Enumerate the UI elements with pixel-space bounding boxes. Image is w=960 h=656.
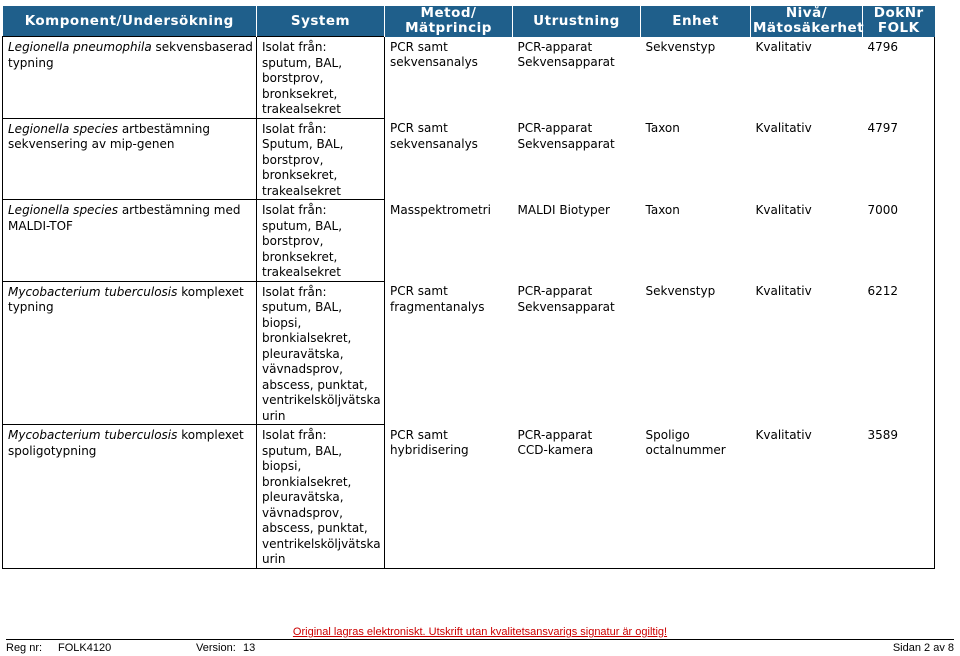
cell-system <box>257 425 385 569</box>
komponent-organism: Mycobacterium tuberculosis <box>8 284 178 299</box>
utrustning-line: Sekvensapparat <box>517 55 615 69</box>
reg-nr-value: FOLK4120 <box>58 642 112 654</box>
analysis-table <box>2 6 935 569</box>
header-doknr-line1: DokNr <box>873 5 924 22</box>
header-niva-line1: Nivå/ <box>785 5 828 22</box>
system-line: sputum, BAL, <box>262 218 343 233</box>
system-line: ventrikelsköljvätska <box>262 536 381 551</box>
cell-metod: Masspektrometri <box>390 202 491 217</box>
cell-niva: Kvalitativ <box>755 121 812 135</box>
system-line: Isolat från: <box>262 428 327 442</box>
system-line: biopsi, <box>262 315 302 330</box>
system-line: Isolat från: <box>262 203 327 217</box>
system-line: abscess, punktat, <box>262 377 368 392</box>
cell-komponent <box>3 281 257 425</box>
system-line: bronksekret, <box>262 86 338 101</box>
system-line: sputum, BAL, <box>262 300 343 314</box>
cell-komponent <box>3 118 257 200</box>
komponent-organism: Legionella pneumophila <box>8 40 152 54</box>
cell-enhet: Taxon <box>645 121 680 135</box>
system-line: vävnadsprov, <box>262 505 343 520</box>
komponent-text: komplexet spoligotypning <box>8 428 244 458</box>
cell-komponent <box>3 425 257 569</box>
table-row <box>3 200 935 282</box>
system-line: trakealsekret <box>262 102 341 116</box>
utrustning-line: PCR-apparat <box>517 284 593 298</box>
system-line: urin <box>262 552 286 566</box>
system-line: trakealsekret <box>262 265 341 279</box>
system-line: ventrikelsköljvätska <box>262 393 381 407</box>
system-line: Isolat från: <box>262 40 327 54</box>
header-metod-line2: Mätprincip <box>405 20 492 37</box>
cell-doknr: 3589 <box>863 425 935 569</box>
cell-enhet: Sekvenstyp <box>645 39 716 54</box>
cell-metod: PCR samt sekvensanalys <box>390 39 478 69</box>
table-row <box>3 37 935 119</box>
header-doknr <box>863 6 935 37</box>
cell-enhet: Taxon <box>645 202 680 217</box>
header-utrustning: Utrustning <box>513 6 641 37</box>
cell-komponent <box>3 37 257 119</box>
system-line: trakealsekret <box>262 183 341 198</box>
system-line: abscess, punktat, <box>262 521 368 535</box>
system-line: bronkialsekret, <box>262 474 352 489</box>
komponent-text: artbestämning med MALDI-TOF <box>8 203 241 233</box>
cell-metod: PCR samt fragmentanalys <box>390 284 485 314</box>
electronic-original-notice: Original lagras elektroniskt. Utskrift utan kvalitetsansvarigs signatur är ogiltig! <box>292 626 668 638</box>
table-row <box>3 425 935 569</box>
table-row <box>3 118 935 200</box>
reg-nr-label: Reg nr: <box>6 642 43 654</box>
cell-system <box>257 200 385 282</box>
cell-enhet: Spoligo octalnummer <box>641 425 751 569</box>
system-line: Isolat från: <box>262 284 327 299</box>
utrustning-line: Sekvensapparat <box>517 136 615 151</box>
table-row <box>3 281 935 425</box>
system-line: pleuravätska, <box>262 490 344 504</box>
cell-niva: Kvalitativ <box>755 39 812 54</box>
header-metod-line1: Metod/ <box>420 5 477 22</box>
cell-system <box>257 118 385 200</box>
cell-metod: PCR samt sekvensanalys <box>390 121 478 151</box>
cell-system <box>257 281 385 425</box>
system-line: bronkialsekret, <box>262 331 352 345</box>
komponent-organism: Mycobacterium tuberculosis <box>8 428 178 442</box>
komponent-organism: Legionella species <box>8 121 119 136</box>
system-line: sputum, BAL, <box>262 443 343 458</box>
cell-utrustning <box>513 281 641 425</box>
system-line: sputum, BAL, <box>262 55 343 70</box>
cell-niva: Kvalitativ <box>755 284 812 298</box>
system-line: biopsi, <box>262 459 302 473</box>
system-line: bronksekret, <box>262 249 338 264</box>
cell-system <box>257 37 385 119</box>
version-label: Version: <box>196 642 236 654</box>
system-line: Sputum, BAL, <box>262 137 344 151</box>
cell-utrustning <box>513 425 641 569</box>
system-line: vävnadsprov, <box>262 362 343 376</box>
system-line: bronksekret, <box>262 168 338 182</box>
system-line: borstprov, <box>262 234 324 248</box>
version-value: 13 <box>243 642 256 654</box>
cell-komponent <box>3 200 257 282</box>
system-line: Isolat från: <box>262 121 327 136</box>
header-system: System <box>257 6 385 37</box>
cell-enhet: Sekvenstyp <box>645 284 716 298</box>
page-footer <box>6 639 954 656</box>
header-enhet: Enhet <box>641 6 751 37</box>
utrustning-line: PCR-apparat <box>517 121 593 135</box>
utrustning-line: PCR-apparat <box>517 39 593 54</box>
header-niva <box>751 6 863 37</box>
komponent-text: sekvensbaserad typning <box>8 40 253 70</box>
system-line: urin <box>262 408 286 423</box>
utrustning-line: MALDI Biotyper <box>517 202 610 217</box>
cell-niva: Kvalitativ <box>755 202 812 217</box>
cell-niva: Kvalitativ <box>751 425 863 569</box>
header-niva-line2: Mätosäkerhet <box>753 20 865 37</box>
utrustning-line: Sekvensapparat <box>517 299 615 314</box>
header-metod <box>385 6 513 37</box>
cell-doknr: 4797 <box>863 118 935 200</box>
komponent-organism: Legionella species <box>8 203 119 217</box>
cell-utrustning <box>513 118 641 200</box>
cell-doknr: 6212 <box>863 281 935 425</box>
table-header-row <box>3 6 935 37</box>
cell-metod: PCR samt hybridisering <box>385 425 513 569</box>
system-line: borstprov, <box>262 71 324 85</box>
header-komponent: Komponent/Undersökning <box>3 6 257 37</box>
system-line: pleuravätska, <box>262 346 344 361</box>
cell-doknr: 4796 <box>863 37 935 119</box>
komponent-text: komplexet typning <box>8 284 244 314</box>
cell-utrustning <box>513 37 641 119</box>
komponent-text: artbestämning sekvensering av mip-genen <box>8 121 210 151</box>
utrustning-line: PCR-apparat <box>517 427 593 442</box>
header-doknr-line2: FOLK <box>877 20 920 37</box>
cell-doknr: 7000 <box>863 200 935 282</box>
page-number: Sidan 2 av 8 <box>892 642 954 654</box>
system-line: borstprov, <box>262 152 324 167</box>
utrustning-line: CCD-kamera <box>517 443 594 457</box>
cell-utrustning <box>513 200 641 282</box>
